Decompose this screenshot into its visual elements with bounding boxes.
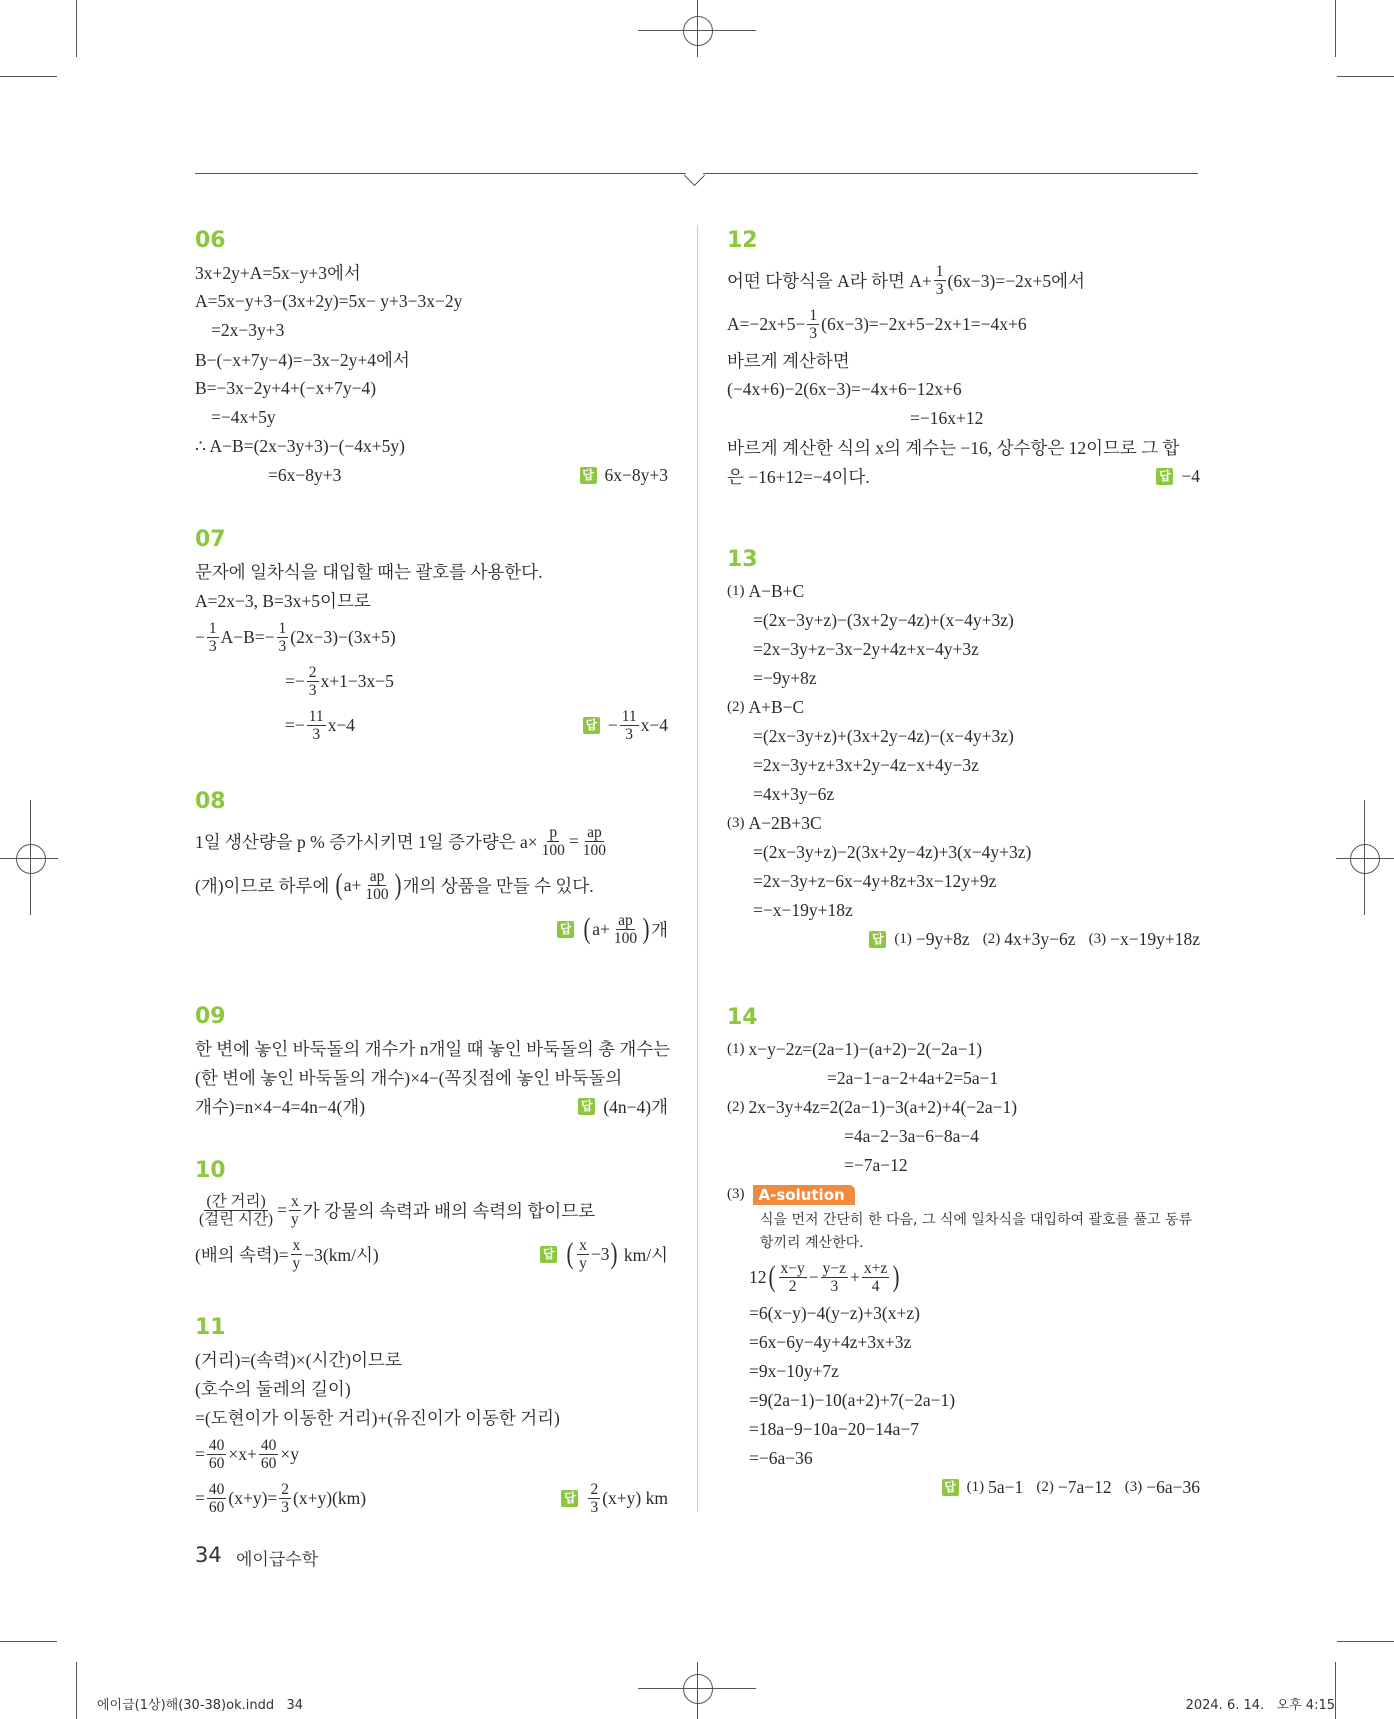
large-parenthesis: ( — [583, 912, 591, 945]
math-text: km/시 — [619, 1244, 668, 1265]
header-notch — [684, 165, 705, 186]
problem-12 — [727, 226, 1200, 491]
column-divider — [697, 225, 698, 1512]
answer-mark-icon: 답 — [557, 921, 574, 938]
math-text: A−2B+3C — [748, 813, 822, 833]
math-text: A=5x−y+3−(3x+2y)=5x− y+3−3x−2y — [195, 291, 463, 311]
numerator: x−y — [780, 1259, 805, 1277]
math-text: 6x−8y+3 — [604, 465, 668, 485]
solution-line — [195, 403, 668, 432]
numerator: p — [549, 823, 558, 841]
math-text: = — [277, 1199, 287, 1220]
part-label: (3) — [1124, 1479, 1143, 1495]
denominator: 3 — [312, 725, 321, 743]
math-text: =6x−6y−4y+4z+3x+3z — [749, 1332, 912, 1352]
math-text: (x+y)= — [228, 1487, 278, 1508]
math-text: 개 — [651, 919, 668, 940]
part-label: (3) — [727, 815, 745, 831]
fraction — [581, 824, 608, 859]
math-text: =(2x−3y+z)+(3x+2y−4z)−(x−4y+3z) — [753, 726, 1014, 746]
fraction — [620, 708, 639, 743]
answer-mark-icon: 답 — [583, 717, 600, 734]
math-text: (x+y) km — [602, 1487, 668, 1508]
math-text: =(2x−3y+z)−(3x+2y−4z)+(x−4y+3z) — [753, 610, 1014, 630]
answer-mark-icon: 답 — [580, 467, 597, 484]
answer-mark-icon: 답 — [561, 1490, 578, 1507]
part-label: (2) — [727, 1099, 745, 1115]
denominator: 60 — [208, 1498, 225, 1516]
math-text: =−9y+8z — [753, 668, 817, 688]
solution-line — [195, 819, 668, 863]
math-text: 3x+2y+A=5x−y+3에서 — [195, 263, 361, 283]
part-label: (1) — [727, 583, 745, 599]
answer-mark-icon: 답 — [869, 931, 886, 948]
math-text: =(2x−3y+z)−2(3x+2y−4z)+3(x−4y+3z) — [753, 842, 1032, 862]
denominator: 3 — [935, 280, 944, 298]
math-text: =4a−2−3a−6−8a−4 — [844, 1126, 980, 1146]
large-parenthesis: ) — [892, 1260, 900, 1293]
fraction — [577, 1237, 589, 1272]
solution-line — [195, 461, 668, 490]
problem-number: 06 — [195, 228, 226, 253]
problem-09 — [195, 1002, 671, 1121]
large-parenthesis: ( — [335, 868, 343, 901]
math-text: B−(−x+7y−4)=−3x−2y+4에서 — [195, 350, 410, 370]
math-text: ×x+ — [228, 1443, 257, 1464]
solution-line — [195, 1232, 668, 1276]
solution-line — [727, 1255, 1200, 1299]
math-text: A−B=− — [220, 626, 275, 647]
answer-mark-icon: 답 — [942, 1479, 959, 1496]
math-text: (x+y)(km) — [293, 1487, 367, 1508]
math-text: 한 변에 놓인 바둑돌의 개수가 n개일 때 놓인 바둑돌의 총 개수는 — [195, 1039, 671, 1059]
numerator: 2 — [590, 1480, 599, 1498]
fraction — [862, 1260, 889, 1295]
math-text: A+B−C — [748, 697, 805, 717]
solution-line — [195, 345, 668, 374]
part-label: (2) — [727, 699, 745, 715]
fraction — [779, 1260, 807, 1295]
crop-mark — [0, 1641, 57, 1642]
numerator: ap — [587, 823, 602, 841]
math-text: −x−19y+18z — [1110, 929, 1200, 949]
denominator: 60 — [208, 1454, 225, 1472]
math-text: 은 −16+12=−4이다. — [727, 467, 870, 487]
solution-line — [727, 635, 1200, 664]
denominator: 100 — [613, 929, 638, 947]
solution-line — [727, 809, 1200, 838]
denominator: y — [579, 1254, 587, 1272]
math-text: (6x−3)=−2x+5−2x+1=−4x+6 — [821, 313, 1027, 334]
solution-line — [727, 1328, 1200, 1357]
problem-number: 10 — [195, 1158, 226, 1183]
solution-line — [727, 664, 1200, 693]
fraction — [612, 912, 639, 947]
answer-mark-icon: 답 — [540, 1246, 557, 1263]
numerator: 11 — [308, 707, 324, 725]
math-text: =4x+3y−6z — [753, 784, 835, 804]
solution-line — [195, 1092, 668, 1121]
solution-line — [727, 722, 1200, 751]
solution-line — [195, 1432, 668, 1476]
math-text: =2a−1−a−2+4a+2=5a−1 — [827, 1068, 999, 1088]
slug-filename: 에이급(1상)해(30-38)ok.indd 34 — [97, 1698, 304, 1713]
denominator: 3 — [208, 637, 217, 655]
book-title: 에이급수학 — [236, 1550, 319, 1570]
problem-number: 14 — [727, 1005, 758, 1030]
math-text: =6(x−y)−4(y−z)+3(x+z) — [749, 1303, 920, 1323]
registration-circle — [1350, 844, 1380, 874]
solution-line — [727, 1035, 1200, 1064]
crop-mark — [76, 0, 77, 57]
math-text: − — [195, 626, 205, 647]
fraction — [277, 620, 289, 655]
fraction — [289, 1193, 301, 1228]
denominator: 3 — [809, 324, 818, 342]
math-text: =−x−19y+18z — [753, 900, 853, 920]
slug-date: 2024. 6. 14. 오후 4:15 — [1185, 1698, 1335, 1713]
denominator: 2 — [788, 1277, 797, 1295]
math-text: =− — [285, 670, 305, 691]
denominator: 3 — [590, 1498, 599, 1516]
math-text: A−B+C — [748, 581, 805, 601]
problem-number: 11 — [195, 1315, 226, 1340]
math-text: 가 강물의 속력과 배의 속력의 합이므로 — [302, 1200, 596, 1221]
math-text: (개)이므로 하루에 — [195, 875, 334, 896]
answer — [727, 1477, 1200, 1498]
crop-mark — [0, 76, 57, 77]
crop-mark — [1337, 76, 1394, 77]
numerator: 1 — [809, 306, 818, 324]
math-text: =9(2a−1)−10(a+2)+7(−2a−1) — [749, 1390, 956, 1410]
math-text: = — [195, 1443, 205, 1464]
math-text: (2x−3)−(3x+5) — [290, 626, 396, 647]
math-text: − — [607, 714, 618, 735]
math-text: =−7a−12 — [844, 1155, 908, 1175]
registration-circle — [16, 844, 46, 874]
solution-tip: 식을 먼저 간단히 한 다음, 그 식에 일차식을 대입하여 괄호를 풀고 동류항끼리 계산한다. — [760, 1212, 1193, 1251]
math-text: = — [568, 830, 579, 851]
solution-line — [727, 1357, 1200, 1386]
large-parenthesis: ) — [394, 868, 402, 901]
fraction — [207, 1437, 227, 1472]
solution-line — [727, 780, 1200, 809]
denominator: y — [292, 1254, 301, 1272]
fraction — [307, 664, 319, 699]
numerator: 1 — [935, 262, 944, 280]
numerator: 2 — [308, 663, 317, 681]
math-text: (6x−3)=−2x+5에서 — [947, 270, 1085, 291]
answer — [195, 912, 668, 947]
math-text: =2x−3y+3 — [211, 320, 285, 340]
math-text: (호수의 둘레의 길이) — [195, 1379, 351, 1399]
math-text: B=−3x−2y+4+(−x+7y−4) — [195, 378, 377, 398]
solution-line — [195, 1345, 668, 1374]
math-text: a+ — [592, 918, 610, 939]
numerator: 1 — [278, 619, 287, 637]
fraction — [197, 1193, 275, 1228]
math-text: =2x−3y+z−3x−2y+4z+x−4y+3z — [753, 639, 979, 659]
solution-line — [195, 703, 668, 747]
solution-line — [727, 896, 1200, 925]
fraction — [291, 1237, 303, 1272]
math-text: (4n−4)개 — [603, 1097, 668, 1117]
large-parenthesis: ) — [642, 912, 650, 945]
solution-line — [195, 557, 668, 586]
math-text: (배의 속력)= — [195, 1244, 289, 1265]
math-text: =−16x+12 — [910, 408, 984, 428]
solution-line — [727, 258, 1200, 302]
math-text: =9x−10y+7z — [749, 1361, 839, 1381]
solution-line — [727, 433, 1200, 462]
math-text: 1일 생산량을 p % 증가시키면 1일 증가량은 a× — [195, 831, 538, 852]
answer — [1156, 466, 1200, 487]
fraction — [807, 307, 819, 342]
solution-line — [727, 346, 1200, 375]
solution-line — [727, 1415, 1200, 1444]
answer — [540, 1237, 668, 1272]
numerator: x — [292, 1236, 301, 1254]
crop-mark — [1337, 1641, 1394, 1642]
solution-line — [195, 615, 668, 659]
math-text: A=2x−3, B=3x+5이므로 — [195, 591, 371, 611]
part-label: (2) — [982, 931, 1001, 947]
math-text: (−4x+6)−2(6x−3)=−4x+6−12x+6 — [727, 379, 962, 399]
math-text: =18a−9−10a−20−14a−7 — [749, 1419, 920, 1439]
math-text: =2x−3y+z−6x−4y+8z+3x−12y+9z — [753, 871, 997, 891]
math-text: ∴ A−B=(2x−3y+3)−(−4x+5y) — [195, 436, 405, 456]
problem-number: 08 — [195, 789, 226, 814]
numerator: 11 — [621, 707, 637, 725]
numerator: (간 거리) — [206, 1192, 266, 1210]
fraction — [588, 1481, 600, 1516]
problem-number: 12 — [727, 228, 758, 253]
solution-line — [195, 1403, 668, 1432]
fraction — [934, 263, 946, 298]
problem-11 — [195, 1313, 668, 1520]
numerator: 2 — [281, 1480, 290, 1498]
math-text: + — [850, 1266, 860, 1287]
math-text: =−4x+5y — [211, 407, 276, 427]
solution-line — [195, 1188, 668, 1232]
math-text: −7a−12 — [1057, 1477, 1125, 1497]
crop-mark — [1335, 1662, 1336, 1719]
problem-10 — [195, 1156, 668, 1276]
math-text: x−4 — [327, 714, 356, 735]
solution-line — [727, 1473, 1200, 1502]
solution-line — [195, 659, 668, 703]
solution-line — [195, 863, 668, 907]
problem-number: 13 — [727, 547, 758, 572]
denominator: 3 — [281, 1498, 290, 1516]
problem-08 — [195, 787, 668, 951]
math-text: 개수)=n×4−4=4n−4(개) — [195, 1097, 366, 1117]
math-text: =− — [285, 714, 305, 735]
solution-line — [727, 404, 1200, 433]
math-text: (거리)=(속력)×(시간)이므로 — [195, 1350, 402, 1370]
math-text: −3(km/시) — [304, 1244, 379, 1265]
solution-line — [727, 375, 1200, 404]
solution-line — [727, 1299, 1200, 1328]
solution-line — [727, 1444, 1200, 1473]
fraction — [207, 1481, 227, 1516]
crop-mark — [1335, 0, 1336, 57]
problem-07 — [195, 525, 668, 747]
numerator: x+z — [863, 1259, 888, 1277]
math-text: − — [808, 1266, 819, 1287]
fraction — [307, 708, 326, 743]
solution-line — [195, 432, 668, 461]
denominator: y — [290, 1210, 299, 1228]
math-text: a+ — [343, 874, 362, 895]
numerator: 40 — [208, 1480, 225, 1498]
math-text: 5a−1 — [988, 1477, 1037, 1497]
part-label: (1) — [727, 1041, 745, 1057]
solution-line — [195, 1374, 668, 1403]
solution-line — [727, 1064, 1200, 1093]
math-text: 어떤 다항식을 A라 하면 A+ — [727, 270, 932, 291]
math-text: 2x−3y+4z=2(2a−1)−3(a+2)+4(−2a−1) — [748, 1097, 1018, 1117]
math-text: =6x−8y+3 — [268, 465, 342, 485]
math-text: 4x+3y−6z — [1004, 929, 1089, 949]
fraction — [259, 1437, 279, 1472]
denominator: 3 — [308, 681, 317, 699]
problem-14 — [727, 1003, 1200, 1502]
problem-number: 09 — [195, 1004, 226, 1029]
math-text: −9y+8z — [915, 929, 983, 949]
numerator: ap — [618, 911, 633, 929]
denominator: (걸린 시간) — [199, 1210, 274, 1228]
math-text: (한 변에 놓인 바둑돌의 개수)×4−(꼭짓점에 놓인 바둑돌의 — [195, 1068, 623, 1088]
solution-line — [195, 258, 668, 287]
part-label: (1) — [966, 1479, 985, 1495]
fraction — [540, 824, 567, 859]
registration-circle — [683, 1674, 713, 1704]
solution-line — [727, 867, 1200, 896]
solution-line — [727, 1180, 1200, 1209]
a-solution-badge: A-solution — [753, 1185, 855, 1205]
math-text: −6a−36 — [1146, 1477, 1200, 1497]
math-text: −4 — [1181, 466, 1200, 486]
math-text: x−4 — [640, 714, 668, 735]
answer — [583, 708, 668, 743]
large-parenthesis: ) — [610, 1237, 618, 1270]
solution-line — [727, 302, 1200, 346]
denominator: 3 — [278, 637, 287, 655]
part-label: (2) — [1036, 1479, 1054, 1495]
math-text: = — [195, 1487, 205, 1508]
answer — [580, 465, 669, 486]
problem-13 — [727, 545, 1200, 954]
solution-line — [727, 606, 1200, 635]
answer — [561, 1481, 668, 1516]
solution-line — [195, 374, 668, 403]
large-parenthesis: ( — [768, 1260, 775, 1293]
answer-mark-icon: 답 — [578, 1098, 595, 1115]
math-text: 바르게 계산하면 — [727, 351, 850, 371]
numerator: y−z — [822, 1259, 846, 1277]
solution-line — [727, 1093, 1200, 1122]
denominator: 60 — [260, 1454, 277, 1472]
denominator: 3 — [625, 725, 634, 743]
denominator: 3 — [830, 1277, 839, 1295]
math-text: =(도현이가 이동한 거리)+(유진이가 이동한 거리) — [195, 1408, 560, 1428]
math-text: 개의 상품을 만들 수 있다. — [402, 875, 594, 896]
page-number: 34 — [195, 1543, 222, 1567]
solution-line — [727, 925, 1200, 954]
math-text: A=−2x+5− — [727, 313, 806, 334]
solution-line — [727, 751, 1200, 780]
math-text: ×y — [280, 1443, 299, 1464]
denominator: 100 — [541, 841, 565, 859]
registration-circle — [683, 16, 713, 46]
denominator: 100 — [582, 841, 607, 859]
solution-line — [727, 838, 1200, 867]
math-text: −3 — [590, 1243, 610, 1264]
math-text: 12 — [749, 1266, 767, 1287]
numerator: 40 — [260, 1436, 277, 1454]
solution-line — [727, 577, 1200, 606]
numerator: x — [579, 1236, 587, 1254]
solution-line — [727, 462, 1200, 491]
problem-number: 07 — [195, 527, 226, 552]
math-text: 바르게 계산한 식의 x의 계수는 −16, 상수항은 12이므로 그 합 — [727, 438, 1180, 458]
answer — [727, 929, 1200, 950]
solution-line — [195, 907, 668, 951]
solution-line — [195, 287, 668, 316]
denominator: 100 — [365, 885, 389, 903]
solution-line — [195, 586, 668, 615]
solution-line — [195, 1476, 668, 1520]
math-text: =−6a−36 — [749, 1448, 813, 1468]
math-text: x−y−2z=(2a−1)−(a+2)−2(−2a−1) — [748, 1039, 983, 1059]
solution-line — [727, 1151, 1200, 1180]
math-text: 문자에 일차식을 대입할 때는 괄호를 사용한다. — [195, 562, 543, 582]
fraction — [363, 868, 390, 903]
numerator: 1 — [208, 619, 217, 637]
part-label: (3) — [727, 1186, 745, 1202]
numerator: 40 — [208, 1436, 225, 1454]
solution-line — [727, 1386, 1200, 1415]
fraction — [207, 620, 219, 655]
math-text: =2x−3y+z+3x+2y−4z−x+4y−3z — [753, 755, 979, 775]
solution-line — [727, 693, 1200, 722]
part-label: (1) — [894, 931, 912, 947]
crop-mark — [76, 1662, 77, 1719]
denominator: 4 — [871, 1277, 880, 1295]
math-text: x+1−3x−5 — [320, 670, 394, 691]
solution-line — [195, 316, 668, 345]
numerator: ap — [369, 867, 385, 885]
problem-06 — [195, 226, 668, 490]
fraction — [821, 1260, 848, 1295]
solution-line — [727, 1122, 1200, 1151]
fraction — [279, 1481, 291, 1516]
numerator: x — [290, 1192, 299, 1210]
answer-mark-icon: 답 — [1156, 468, 1173, 485]
large-parenthesis: ( — [566, 1237, 574, 1270]
solution-line — [195, 1034, 671, 1063]
part-label: (3) — [1088, 931, 1107, 947]
solution-line — [195, 1063, 668, 1092]
answer — [578, 1094, 668, 1119]
